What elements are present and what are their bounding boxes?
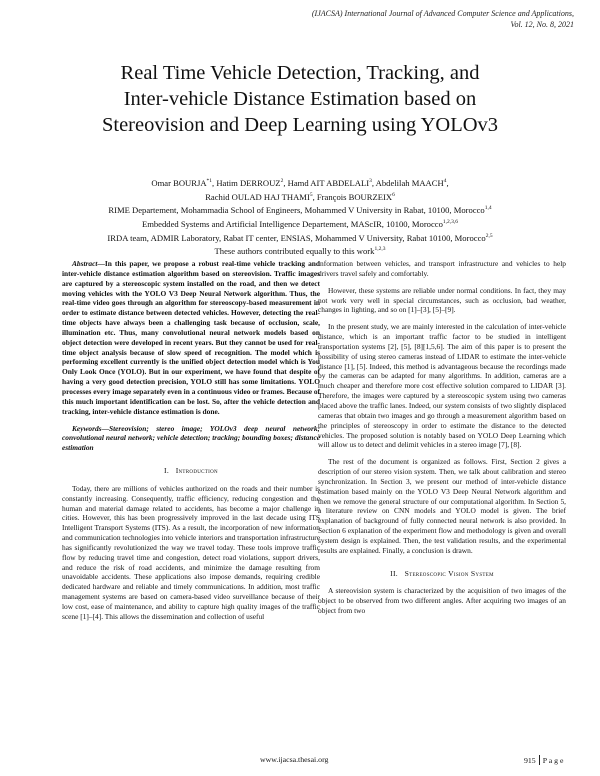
page-separator	[539, 755, 540, 765]
author-block	[30, 176, 570, 258]
section-heading-introduction: I. Introduction	[164, 466, 218, 476]
paragraph: However, these systems are reliable under normal conditions. In fact, they may not work very well in special circumstances, such as occlusion, bad weather, changes in lighting, and so on [1]–[3], [5]–[9].	[318, 285, 566, 315]
author-name: Omar BOURJA	[151, 177, 207, 188]
paragraph: A stereovision system is characterized by the acquisition of two images of the object to be observed from two different angles. After acquiring two images of an object from two	[318, 586, 566, 616]
author-name: , Hamd AIT ABDELALI	[283, 177, 370, 188]
title-line-3: Stereovision and Deep Learning using YOLOv3	[101, 114, 499, 136]
journal-volume: Vol. 12, No. 8, 2021	[510, 20, 574, 29]
title-line-1: Real Time Vehicle Detection, Tracking, and	[120, 62, 480, 84]
abstract	[62, 259, 320, 417]
author-separator: ,	[446, 177, 449, 188]
author-sup: *1	[206, 178, 213, 184]
affiliation-3: IRDA team, ADMIR Laboratory, Rabat IT center, ENSIAS, Mohammed V University, Rabat 10100, Morocco$^{2,5}$	[107, 232, 493, 243]
paragraph: Today, there are millions of vehicles authorized on the roads and their number is constantly increasing. Consequently, traffic efficiency, reducing congestion and the human and material damage related to accidents, has become a major challenge in cities. However, this has been progressively improved in the last decade using ITS Intelligent Transport Systems (ITS). As a result, the incorporation of new information and communication technologies into vehicle interiors and transportation infrastructure has significantly revolutionized the way we travel today. These tools improve traffic flow by reducing travel time and congestion, detect road violations, support drivers, and reduce the risk of road accidents, and minimize the damage resulting from unavoidable accidents. These applications also impose demands, requiring credible dedicated hardware and reliable and timely communications. In addition, most traffic management systems are based on camera-based video surveillance because of their low cost, ease of maintenance, and ability to capture high quality images of the traffic scene [1]–[4]. This allows the dissemination and collection of useful	[62, 483, 320, 621]
author-sup: 6	[392, 191, 395, 198]
journal-header	[312, 8, 574, 30]
abstract-text: In this paper, we propose a robust real-time vehicle tracking and inter-vehicle distance estimation algorithm based on stereovision. Traffic images are captured by a stereoscopic system installed on the road, and then we detect moving vehicles with the YOLO V3 Deep Neural Network algorithm. Thus, the real-time video goes through an algorithm for stereoscopy-based measurement in order to estimate distance between detected vehicles. However, detecting the real-time objects have always been a challenging task because of occlusion, scale, illumination etc. Thus, many convolutional neural network models based on object detection were developed in recent years. But they cannot be used for real-time object analysis because of slow speed of recognition. The model which is performing excellent currently is the unified object detection model which is You Only Look Once (YOLO). But in our experiment, we have found that despite of having a very good detection precision, YOLO still has some limitations. YOLO processes every image separately even in a continuous video or frames. Because of this much important identification can be lost. So, after the vehicle detection and tracking, inter-vehicle distance estimation is done.	[62, 259, 320, 416]
journal-name: (IJACSA) International Journal of Advanced Computer Science and Applications,	[311, 9, 574, 18]
abstract-label: Abstract—	[72, 259, 105, 268]
page-number: 915 P a g e	[524, 756, 564, 765]
author-sup: 3	[369, 178, 372, 184]
paragraph: In the present study, we are mainly interested in the calculation of inter-vehicle distance, which is an important traffic factor to be studied in intelligent transportation systems [2], [5], [8][1,5,6]. The aim of this paper is to present the possibility of using stereo cameras instead of LIDAR to estimate the inter-vehicle distance [1], [5]. Indeed, this method is advantageous because the recordings made by the cameras can be adapted for many algorithms. In addition, cameras are a much cheaper and therefore more cost effective solution compared to LIDAR [3]. Therefore, the images were captured by a stereoscopic system using two cameras placed above the traffic lanes. Indeed, our system consists of two slightly displaced cameras that obtain two images and go through a measurement algorithm based on the principles of stereoscopy in order to estimate the distance to the detected vehicles. The proposed solution is notably based on YOLO Deep Learning which will allow us to detect and delimit vehicles in a stereo image [7], [8].	[318, 322, 566, 450]
paragraph: The rest of the document is organized as follows. First, Section 2 gives a description of our stereo vision system. Then, we talk about calibration and stereo synchronization. In Section 3, we present our method of inter-vehicle distance estimation based mainly on the YOLO V3 Deep Neural Network algorithm and then we remove the general structure of our computational algorithm. In Section 5, a literature review on CNN models and YOLO model is given. The brief explanation of background of fully connected neural network is also provided. In Section 6 explanation of the experiment flow and methodology is given and overall system design is explained. Then, the test validation results, and the experimental results are explained. Finally, a conclusion is drawn.	[318, 457, 566, 555]
keywords-text: Stereovision; stereo image; YOLOv3 deep neural network; convolutional neural network; vehicle detection; tracking; bounding boxes; distance estimation	[62, 423, 320, 453]
affiliation-2: Embedded Systems and Artificial Intelligence Departement, MAScIR, 10100, Morocco$^{1,2,3,6}$	[141, 218, 459, 229]
author-name: Rachid OULAD HAJ THAMI	[205, 191, 310, 202]
journal-url: www.ijacsa.thesai.org	[260, 755, 329, 764]
left-column	[62, 259, 320, 622]
paragraph-continued: information between vehicles, and transport infrastructure and vehicles to help drivers travel safely and comfortably.	[318, 259, 566, 278]
author-sup: 4	[443, 178, 447, 184]
author-sup: 2	[280, 178, 284, 184]
keywords	[62, 424, 320, 454]
section-heading-stereoscopic: II. Stereoscopic Vision System	[390, 568, 494, 578]
right-column	[318, 259, 566, 616]
keywords-label: Keywords—	[72, 423, 109, 433]
affiliation-1: RIME Departement, Mohammadia School of Engineers, Mohammed V University in Rabat, 10100, Morocco$^{1,4}$	[108, 205, 492, 216]
author-name: , Abdelilah MAACH	[371, 177, 444, 188]
title-line-2: Inter-vehicle Distance Estimation based on	[123, 88, 477, 110]
author-line-1	[30, 176, 570, 190]
author-name: , François BOURZEIX	[312, 191, 393, 202]
author-sup: 5	[309, 191, 313, 198]
paper-title	[40, 60, 560, 138]
equal-contribution-note: These authors contributed equally to this work$^{1,2,3}$	[214, 246, 386, 257]
author-line-2	[30, 190, 570, 204]
author-name: , Hatim DERROUZ	[212, 177, 281, 188]
